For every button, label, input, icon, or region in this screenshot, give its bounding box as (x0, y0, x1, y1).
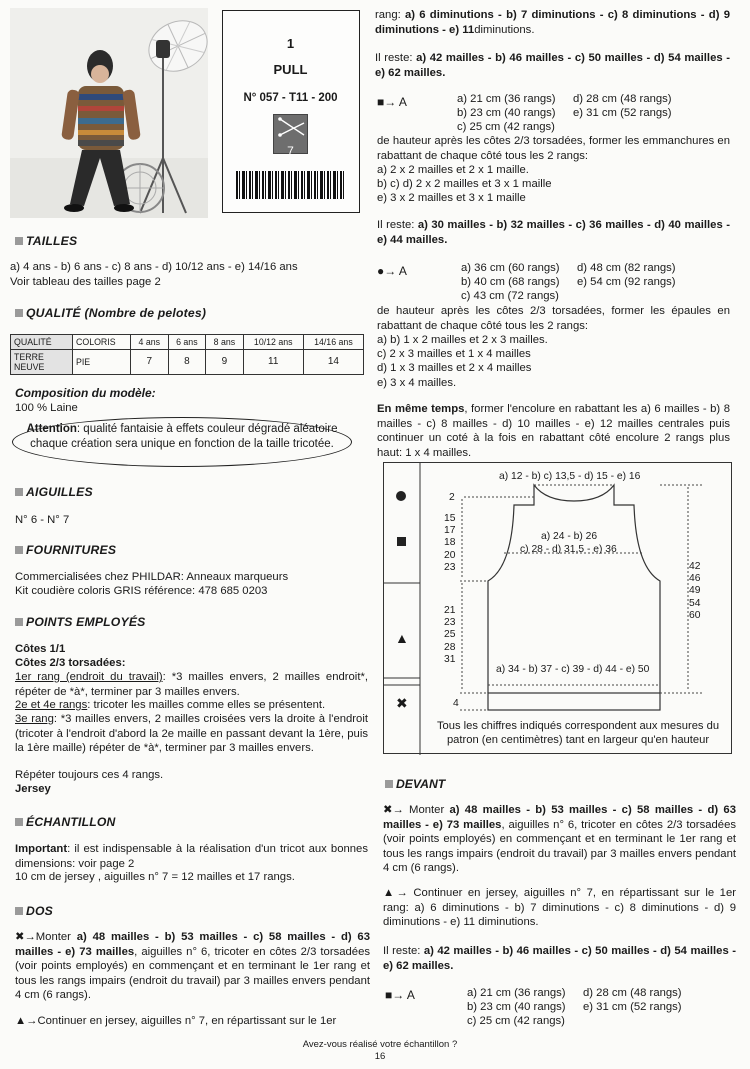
measure: e) 54 cm (92 rangs) (577, 276, 676, 289)
table-cell: 6 ans (168, 335, 206, 350)
dos-continue-text: Continuer en jersey, aiguilles n° 7, en répartissant sur le 1er (37, 1015, 337, 1027)
dos-monter (15, 930, 370, 1003)
right-continue-counts: a) 6 diminutions - b) 7 diminutions - c) 8 diminutions - d) 9 diminutions - e) 11 (375, 9, 730, 36)
table-cell: COLORIS (73, 335, 131, 350)
difficulty-badge (273, 114, 308, 158)
section-title-points: POINTS EMPLOYÉS (15, 615, 145, 630)
shoulder-ab: a) b) 1 x 2 mailles et 2 x 3 mailles. (377, 334, 548, 346)
points-jersey: Jersey (15, 783, 51, 795)
dimension-value: 23 (444, 617, 456, 629)
measure: e) 31 cm (52 rangs) (583, 1001, 682, 1014)
dimension-value: 20 (444, 549, 456, 561)
table-cell: QUALITÉ (11, 335, 73, 350)
measure (577, 289, 695, 303)
reste1-counts: a) 42 mailles - b) 46 mailles - c) 50 mailles - d) 54 mailles - e) 62 mailles. (375, 52, 730, 79)
measure: b) 40 cm (68 rangs) (461, 276, 560, 289)
diagram-rib-number: 4 (453, 698, 459, 709)
footer-question: Avez-vous réalisé votre échantillon ? (302, 1039, 458, 1050)
devant-reste-counts: a) 42 mailles - b) 46 mailles - c) 50 mailles - d) 54 mailles - e) 62 mailles. (383, 945, 736, 972)
fournitures-line1: Commercialisées chez PHILDAR: Anneaux marqueurs (15, 571, 289, 583)
table-cell: PIE (73, 350, 131, 375)
triangle-symbol-icon: ▲→ (15, 1015, 38, 1027)
devant-cast-on-icon: ✖→ (383, 804, 410, 816)
diagram-triangle-marker-icon: ▲ (395, 630, 409, 646)
devant-monter-counts: a) 48 mailles - b) 53 mailles - c) 58 mailles - d) 63 mailles - e) 73 mailles (383, 804, 736, 831)
right-reste2 (377, 218, 730, 247)
dimension-value: 17 (444, 525, 456, 537)
diagram-left-upper (444, 513, 455, 574)
page-number: 16 (374, 1051, 386, 1062)
product-ref: N° 057 - T11 - 200 (243, 92, 338, 104)
dos-monter-counts: a) 48 mailles - b) 53 mailles - c) 58 mailles - d) 63 mailles - e) 73 mailles (15, 931, 370, 958)
measure: a) 21 cm (36 rangs) (467, 987, 566, 999)
diagram-drawing (384, 463, 733, 755)
dimension-value: 42 (689, 561, 701, 572)
important-text: : il est indispensable à la réalisation d'un tricot aux bonnes dimensions: voir page 2 (15, 843, 368, 870)
diagram-cross-marker-icon: ✖ (396, 695, 408, 711)
diagram-left-lower (444, 605, 455, 666)
dimension-value: 25 (444, 629, 456, 641)
points-cotes23: Côtes 2/3 torsadées: (15, 657, 126, 669)
table-cell: TERRE NEUVE (11, 350, 73, 375)
table-cell: 9 (206, 350, 244, 375)
table-cell: 14 (303, 350, 363, 375)
table-cell: 11 (243, 350, 303, 375)
measure: b) 23 cm (40 rangs) (457, 107, 556, 120)
points-cotes11: Côtes 1/1 (15, 643, 66, 655)
tailles-line2: Voir tableau des tailles page 2 (10, 276, 161, 288)
armhole-text: de hauteur après les côtes 2/3 torsadées, former les emmanchures en rabattant de chaque côté tous les 2 rangs: (377, 135, 730, 162)
dos-monter-prefix: Monter (35, 931, 77, 943)
measure: a) 36 cm (60 rangs) (461, 262, 560, 274)
attention-notice (12, 417, 352, 467)
section-title-echantillon: ÉCHANTILLON (15, 815, 116, 830)
diagram-mid-label-1: a) 24 - b) 26 (541, 531, 598, 542)
barcode (236, 171, 346, 199)
measures-block-2 (461, 261, 695, 304)
schematic-diagram (383, 462, 732, 754)
product-number: 1 (286, 36, 295, 51)
section-title-qualite: QUALITÉ (Nombre de pelotes) (15, 306, 206, 321)
photo-illustration (10, 8, 208, 218)
measure: e) 31 cm (52 rangs) (573, 107, 672, 120)
points-rang2 (15, 698, 368, 713)
aiguilles-value: N° 6 - N° 7 (15, 514, 70, 526)
section-title-aiguilles: AIGUILLES (15, 485, 93, 500)
dimension-value: 28 (444, 641, 456, 653)
diagram-bottom-label: a) 34 - b) 37 - c) 39 - d) 44 - e) 50 (496, 664, 650, 675)
shoulder-c: c) 2 x 3 mailles et 1 x 4 mailles (377, 348, 531, 360)
product-photo (10, 8, 208, 218)
right-continue-prefix: rang: (375, 9, 405, 21)
product-box (222, 10, 360, 213)
diagram-right-numbers (689, 561, 700, 622)
table-cell: 14/16 ans (303, 335, 363, 350)
table-cell: 7 (131, 350, 169, 375)
composition-title: Composition du modèle: (15, 386, 156, 400)
qualite-table (10, 334, 364, 375)
diagram-square-marker-icon (397, 537, 406, 546)
devant-monter-text: , aiguilles n° 6, tricoter en côtes 2/3 torsadées (voir points employés) en commençant et en terminant le 1er rang et tous les rangs impairs (endroit du travail) par 3 mailles envers pendant 4 cm (6 rangs). (383, 818, 736, 875)
measure: d) 28 cm (48 rangs) (583, 987, 682, 999)
dimension-value: 49 (689, 585, 701, 597)
attention-label: Attention (26, 423, 77, 435)
right-reste1 (375, 51, 730, 80)
measures-block-1 (457, 92, 691, 135)
section-title-fournitures: FOURNITURES (15, 543, 116, 558)
shoulder-e: e) 3 x 4 mailles. (377, 377, 457, 389)
table-cell: 8 (168, 350, 206, 375)
measure: c) 43 cm (72 rangs) (461, 290, 559, 303)
rang2-text: : tricoter les mailles comme elles se présentent. (87, 699, 326, 711)
measure: c) 25 cm (42 rangs) (467, 1015, 565, 1028)
rang3-label: 3e rang (15, 713, 54, 725)
diagram-mid-label-2: c) 28 - d) 31,5 - e) 36 (520, 544, 617, 555)
dimension-value: 15 (444, 513, 456, 524)
right-continue-suffix: diminutions. (474, 23, 535, 36)
devant-monter (383, 803, 736, 876)
diagram-neck-number: 2 (449, 492, 455, 503)
points-rang3 (15, 712, 368, 756)
dimension-value: 18 (444, 537, 456, 549)
measure: d) 28 cm (48 rangs) (573, 93, 672, 105)
circle-symbol-icon: ●→ A (377, 264, 407, 278)
rang1-label: 1er rang (endroit du travail) (15, 671, 163, 683)
table-cell: 4 ans (131, 335, 169, 350)
dimension-value: 60 (689, 609, 701, 621)
diagram-circle-marker-icon (396, 491, 406, 501)
armhole-a: a) 2 x 2 mailles et 2 x 1 maille. (377, 164, 529, 176)
needles-icon (274, 115, 309, 139)
points-rang1 (15, 670, 368, 699)
measure (573, 120, 691, 134)
important-label: Important (15, 843, 68, 855)
square-symbol-icon: ■→ A (377, 95, 407, 109)
armhole-bcd: b) c) d) 2 x 2 mailles et 3 x 1 maille (377, 178, 552, 190)
devant-reste-prefix: Il reste: (383, 945, 424, 957)
table-row (11, 350, 364, 375)
table-header-row (11, 335, 364, 350)
meme-temps (377, 402, 730, 460)
reste2-prefix: Il reste: (377, 219, 418, 231)
dimension-value: 31 (444, 653, 456, 665)
measure: c) 25 cm (42 rangs) (457, 121, 555, 134)
fournitures-line2: Kit coudière coloris GRIS référence: 478 685 0203 (15, 585, 268, 597)
devant-square-symbol-icon: ■→ A (385, 988, 415, 1002)
devant-measures (467, 986, 701, 1029)
reste1-prefix: Il reste: (375, 52, 417, 64)
shoulder-d: d) 1 x 3 mailles et 2 x 4 mailles (377, 362, 532, 374)
section-title-tailles: TAILLES (15, 234, 77, 249)
dimension-value: 23 (444, 561, 456, 573)
product-name: PULL (273, 62, 308, 77)
measure: d) 48 cm (82 rangs) (577, 262, 676, 274)
shoulder-text: de hauteur après les côtes 2/3 torsadées, former les épaules en rabattant de chaque côté tous les 2 rangs: (377, 305, 730, 332)
attention-text: : qualité fantaisie à effets couleur dégradé aléatoire chaque création sera unique en fonction de la taille tricotée. (30, 423, 338, 450)
composition-value: 100 % Laine (15, 402, 78, 414)
devant-continue (383, 886, 736, 930)
measure: b) 23 cm (40 rangs) (467, 1001, 566, 1014)
cast-on-symbol-icon: ✖→ (15, 931, 36, 943)
armhole-e: e) 3 x 2 mailles et 3 x 1 maille (377, 192, 526, 204)
section-title-dos: DOS (15, 904, 53, 919)
dimension-value: 21 (444, 605, 456, 616)
table-cell: 10/12 ans (243, 335, 303, 350)
devant-monter-prefix: Monter (409, 804, 450, 816)
rang2-label: 2e et 4e rangs (15, 699, 88, 711)
meme-temps-label: En même temps (377, 403, 465, 415)
rang1-text: : *3 mailles envers, 2 mailles endroit*, répéter de *à*, terminer par 3 mailles envers. (15, 671, 368, 698)
dos-continue (15, 1014, 370, 1029)
echantillon-gauge: 10 cm de jersey , aiguilles n° 7 = 12 mailles et 17 rangs. (15, 871, 295, 883)
dimension-value: 46 (689, 573, 701, 585)
rang3-text: : *3 mailles envers, 2 mailles croisées vers la droite à l'endroit (tricoter à l'endroit d'abord la 2e maille en passant devant la 1ère, puis la 1ère maille) répéter de *à*, terminer par 3 mailles envers. (15, 713, 368, 755)
points-repeat: Répéter toujours ces 4 rangs. (15, 769, 164, 781)
table-cell: 8 ans (206, 335, 244, 350)
measure: a) 21 cm (36 rangs) (457, 93, 556, 105)
reste2-counts: a) 30 mailles - b) 32 mailles - c) 36 mailles - d) 40 mailles - e) 44 mailles. (377, 219, 730, 246)
difficulty-level: 7 (287, 143, 294, 158)
devant-reste (383, 944, 736, 973)
right-continue (375, 8, 730, 37)
diagram-top-label: a) 12 - b) c) 13,5 - d) 15 - e) 16 (499, 471, 641, 482)
tailles-line1: a) 4 ans - b) 6 ans - c) 8 ans - d) 10/12 ans - e) 14/16 ans (10, 261, 298, 273)
diagram-caption: Tous les chiffres indiqués correspondent aux mesures du patron (en centimètres) tant en largeur qu'en hauteur (436, 720, 720, 746)
meme-temps-text: , former l'encolure en rabattant les a) 6 mailles - b) 8 mailles - c) 8 mailles - d) 10 mailles - e) 12 mailles centrales puis continuer un coté à la fois en rabattant côté encolure 2 rangs plus haut: 1 x 4 mailles. (377, 403, 730, 459)
devant-continue-text: Continuer en jersey, aiguilles n° 7, en répartissant sur le 1er rang: a) 6 diminutions - b) 7 diminutions - c) 8 diminutions - d) 9 diminutions - e) 11 diminutions. (383, 887, 737, 929)
measure (583, 1014, 701, 1028)
devant-triangle-icon: ▲→ (383, 887, 414, 899)
dimension-value: 54 (689, 597, 701, 609)
section-title-devant: DEVANT (385, 777, 445, 792)
echantillon-important (15, 842, 368, 871)
dos-monter-text: , aiguilles n° 6, tricoter en côtes 2/3 torsadées (voir points employés) en commençant et en terminant le 1er rang et tous les rangs impairs (endroit du travail) par 3 mailles envers pendant 4 cm (6 rangs). (15, 945, 371, 1002)
